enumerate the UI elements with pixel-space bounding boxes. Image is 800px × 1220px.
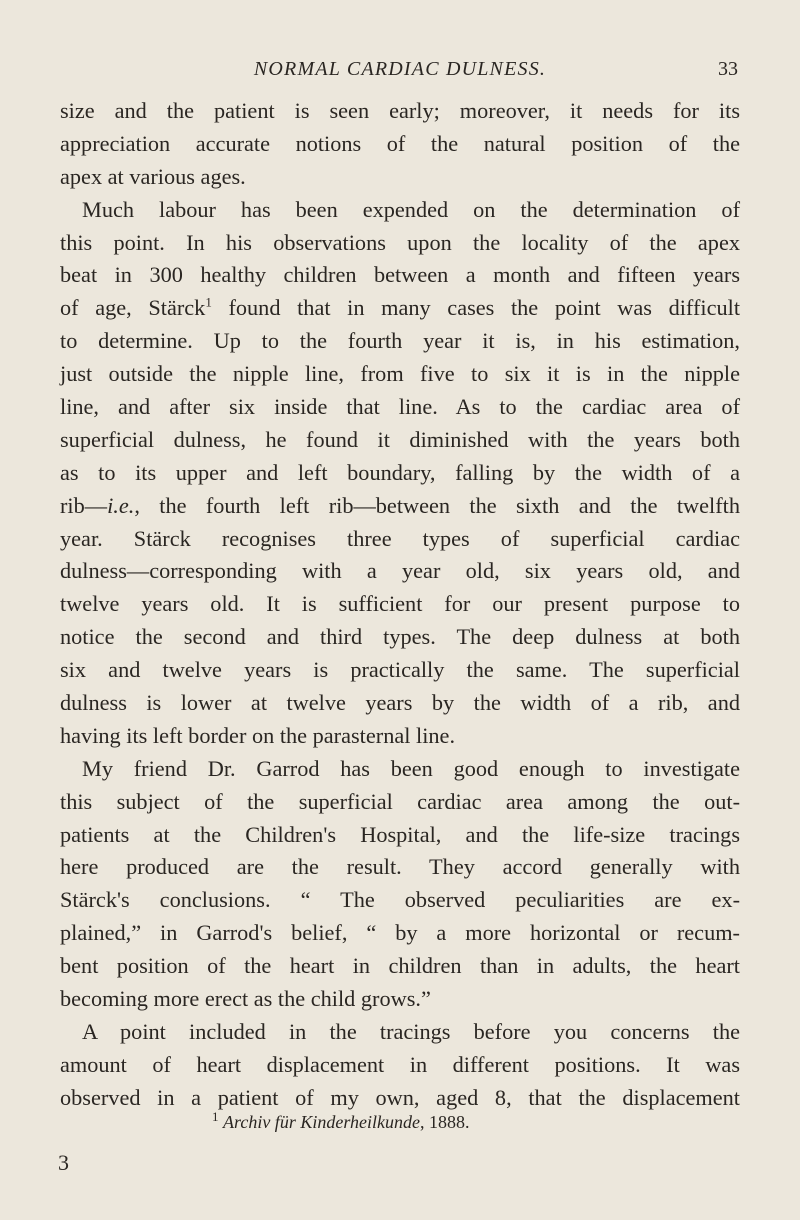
text-line: as to its upper and left boundary, falling by the width of a	[60, 459, 740, 485]
text-line: twelve years old. It is sufficient for our present purpose to	[60, 591, 740, 617]
text-line: becoming more erect as the child grows.”	[60, 986, 431, 1012]
text-line: bent position of the heart in children than in adults, the heart	[60, 953, 740, 979]
text-line: just outside the nipple line, from five to six it is in the nipple	[60, 361, 740, 387]
footnote	[212, 1110, 469, 1134]
text-line: six and twelve years is practically the same. The superficial	[60, 657, 740, 683]
text-line: plained,” in Garrod's belief, “ by a more horizontal or recum-	[60, 920, 740, 946]
body-text	[60, 95, 740, 1115]
text-line	[60, 292, 740, 325]
page-header	[60, 58, 740, 88]
paragraph-start-line: Much labour has been expended on the determination of	[82, 196, 740, 222]
text-line: patients at the Children's Hospital, and the life-size tracings	[60, 821, 740, 847]
text-line: apex at various ages.	[60, 163, 246, 189]
text-segment: found that in many cases the point was difficult	[228, 295, 741, 321]
text-line: having its left border on the parasternal line.	[60, 722, 456, 748]
paragraph-start-line: A point included in the tracings before you concerns the	[82, 1018, 740, 1044]
text-line: superficial dulness, he found it diminished with the years both	[60, 426, 740, 452]
paragraph-start-line: My friend Dr. Garrod has been good enough to investigate	[82, 755, 740, 781]
text-segment: of age, Stärck	[60, 295, 206, 321]
text-line: this subject of the superficial cardiac area among the out-	[60, 788, 740, 814]
text-line: this point. In his observations upon the locality of the apex	[60, 229, 740, 255]
footnote-marker: 1	[212, 1109, 219, 1124]
text-line: year. Stärck recognises three types of superficial cardiac	[60, 525, 740, 551]
footnote-reference: 1	[205, 294, 212, 310]
text-line: appreciation accurate notions of the natural position of the	[60, 130, 740, 156]
text-line: dulness—corresponding with a year old, six years old, and	[60, 558, 740, 584]
italic-abbreviation: i.e.	[107, 492, 135, 518]
text-line: dulness is lower at twelve years by the width of a rib, and	[60, 690, 740, 716]
text-line: notice the second and third types. The deep dulness at both	[60, 624, 740, 650]
text-line: amount of heart displacement in different positions. It was	[60, 1051, 740, 1077]
footnote-source: Archiv für Kinderheilkunde	[223, 1112, 420, 1132]
text-segment: rib—	[60, 492, 108, 518]
text-line	[60, 490, 740, 523]
text-segment: , the fourth left rib—between the sixth and the twelfth	[134, 492, 740, 518]
text-line: here produced are the result. They accord generally with	[60, 854, 740, 880]
text-line: observed in a patient of my own, aged 8, that the displacement	[60, 1084, 740, 1110]
text-line: to determine. Up to the fourth year it is, in his estimation,	[60, 328, 740, 354]
text-line: Stärck's conclusions. “ The observed peculiarities are ex-	[60, 887, 740, 913]
text-line: beat in 300 healthy children between a month and fifteen years	[60, 262, 740, 288]
text-line: line, and after six inside that line. As to the cardiac area of	[60, 394, 740, 420]
signature-mark: 3	[58, 1150, 69, 1175]
text-line: size and the patient is seen early; moreover, it needs for its	[60, 98, 740, 123]
running-head: NORMAL CARDIAC DULNESS.	[253, 58, 547, 80]
footnote-year: , 1888.	[419, 1112, 470, 1132]
page-number: 33	[718, 58, 738, 80]
